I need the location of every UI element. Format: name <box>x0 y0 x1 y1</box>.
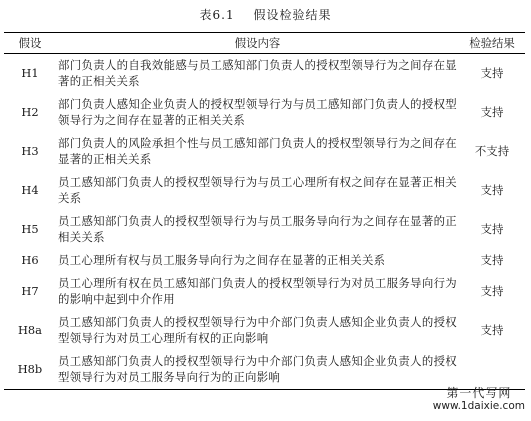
test-result: 不支持 <box>474 144 510 158</box>
test-result: 支持 <box>480 323 504 337</box>
hypothesis-content: 员工心理所有权与员工服务导向行为之间存在显著的正相关关系 <box>58 253 386 267</box>
hypothesis-content: 员工感知部门负责人的授权型领导行为与员工服务导向行为之间存在显著的正相关关系 <box>58 214 457 244</box>
hypothesis-id: H8b <box>4 350 56 390</box>
header-result: 检验结果 <box>459 33 525 54</box>
table-title: 假设检验结果 <box>253 8 332 22</box>
table-caption <box>0 6 531 23</box>
hypothesis-id: H7 <box>21 284 39 298</box>
header-row <box>4 33 525 54</box>
watermark-url: www.1daixie.com <box>432 400 525 412</box>
hypothesis-id: H5 <box>21 222 39 236</box>
header-content: 假设内容 <box>56 33 459 54</box>
hypothesis-content: 员工感知部门负责人的授权型领导行为中介部门负责人感知企业负责人的授权型领导行为对员工服务导向行为的正向影响 <box>56 350 459 390</box>
hypothesis-content: 部门负责人的自我效能感与员工感知部门负责人的授权型领导行为之间存在显著的正相关关系 <box>58 58 457 88</box>
watermark <box>433 387 525 413</box>
test-result: 支持 <box>480 105 504 119</box>
hypothesis-id: H1 <box>21 66 39 80</box>
hypothesis-id: H4 <box>21 183 39 197</box>
test-result: 支持 <box>480 284 504 298</box>
table-row <box>4 249 525 272</box>
test-result: 支持 <box>480 66 504 80</box>
table-row <box>4 54 525 94</box>
table-row <box>4 93 525 132</box>
hypothesis-id: H3 <box>21 144 39 158</box>
table-row <box>4 350 525 390</box>
test-result: 支持 <box>480 183 504 197</box>
watermark-name: 第一代写网 <box>446 386 512 400</box>
table-row <box>4 210 525 249</box>
hypothesis-content: 部门负责人的风险承担个性与员工感知部门负责人的授权型领导行为之间存在显著的正相关关系 <box>58 136 457 166</box>
hypothesis-content: 员工感知部门负责人的授权型领导行为中介部门负责人感知企业负责人的授权型领导行为对员工心理所有权的正向影响 <box>58 315 457 345</box>
table-body <box>4 54 525 390</box>
table-row <box>4 311 525 350</box>
test-result: 支持 <box>480 222 504 236</box>
hypothesis-table <box>4 32 525 390</box>
header-hypothesis: 假设 <box>4 33 56 54</box>
hypothesis-content: 部门负责人感知企业负责人的授权型领导行为与员工感知部门负责人的授权型领导行为之间存在显著的正相关关系 <box>58 97 457 127</box>
hypothesis-id: H2 <box>21 105 39 119</box>
test-result: 支持 <box>480 253 504 267</box>
hypothesis-content: 员工心理所有权在员工感知部门负责人的授权型领导行为对员工服务导向行为的影响中起到中介作用 <box>58 276 457 306</box>
hypothesis-id: H8a <box>18 323 42 337</box>
table-number: 表6.1 <box>199 8 235 22</box>
test-result <box>459 350 525 390</box>
table-row <box>4 132 525 171</box>
hypothesis-id: H6 <box>21 253 39 267</box>
hypothesis-content: 员工感知部门负责人的授权型领导行为与员工心理所有权之间存在显著正相关关系 <box>58 175 457 205</box>
table-header <box>4 33 525 54</box>
table-row <box>4 171 525 210</box>
table-row <box>4 272 525 311</box>
